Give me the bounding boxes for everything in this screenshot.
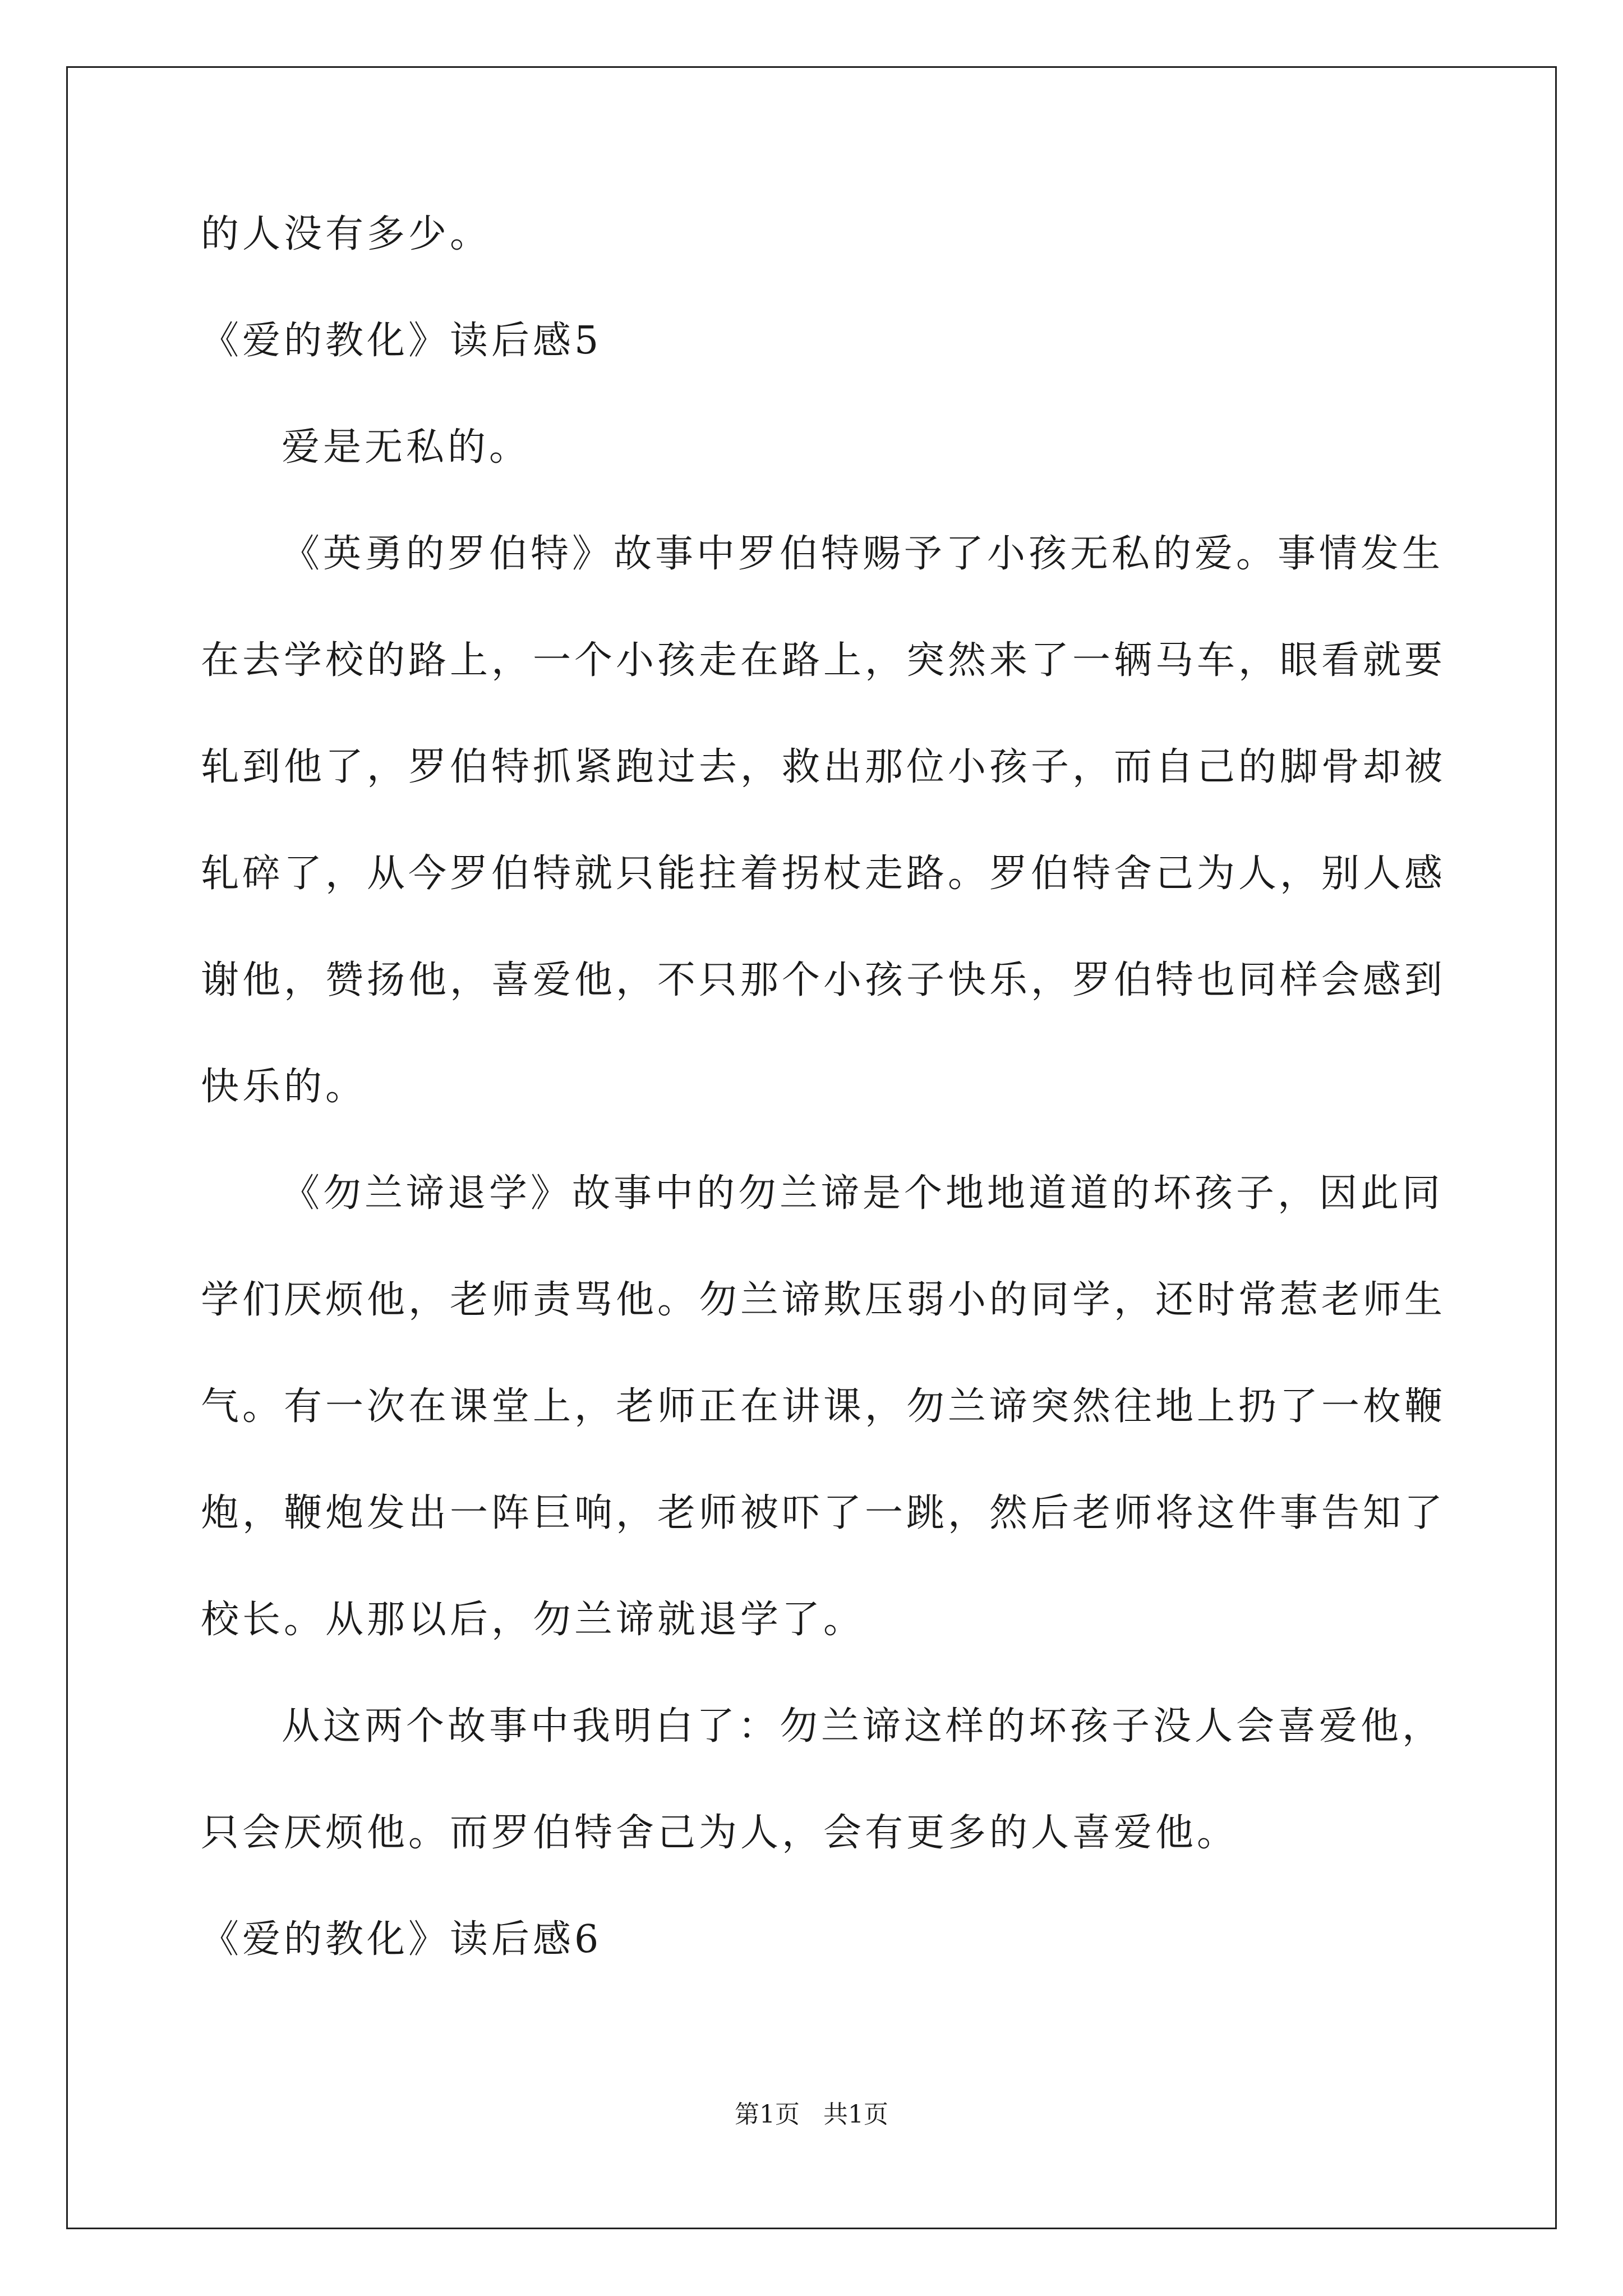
paragraph-line: 炮，鞭炮发出一阵巨响，老师被吓了一跳，然后老师将这件事告知了 bbox=[201, 1491, 1446, 1535]
text-line: 的人没有多少。 bbox=[201, 212, 492, 256]
section-heading: 《爱的教化》读后感6 bbox=[201, 1917, 602, 1962]
paragraph-line: 谢他，赞扬他，喜爱他，不只那个小孩子快乐，罗伯特也同样会感到 bbox=[201, 958, 1446, 1002]
paragraph-line: 在去学校的路上，一个小孩走在路上，突然来了一辆马车，眼看就要 bbox=[201, 638, 1446, 683]
paragraph-line: 校长。从那以后，勿兰谛就退学了。 bbox=[201, 1598, 865, 1642]
paragraph-line: 《勿兰谛退学》故事中的勿兰谛是个地地道道的坏孩子，因此同 bbox=[282, 1171, 1444, 1216]
paragraph-line: 快乐的。 bbox=[201, 1065, 367, 1109]
paragraph-line: 气。有一次在课堂上，老师正在讲课，勿兰谛突然往地上扔了一枚鞭 bbox=[201, 1384, 1446, 1429]
paragraph-line: 只会厌烦他。而罗伯特舍己为人，会有更多的人喜爱他。 bbox=[201, 1811, 1239, 1855]
paragraph-line: 学们厌烦他，老师责骂他。勿兰谛欺压弱小的同学，还时常惹老师生 bbox=[201, 1278, 1446, 1322]
paragraph-line: 《英勇的罗伯特》故事中罗伯特赐予了小孩无私的爱。事情发生 bbox=[282, 532, 1444, 576]
section-heading: 《爱的教化》读后感5 bbox=[201, 319, 602, 363]
page-border bbox=[66, 66, 1557, 2229]
page-footer: 第1页 共1页 bbox=[735, 2100, 888, 2129]
paragraph-line: 从这两个故事中我明白了：勿兰谛这样的坏孩子没人会喜爱他， bbox=[282, 1704, 1444, 1749]
paragraph-line: 爱是无私的。 bbox=[282, 425, 531, 470]
paragraph-line: 轧到他了，罗伯特抓紧跑过去，救出那位小孩子，而自己的脚骨却被 bbox=[201, 745, 1446, 789]
paragraph-line: 轧碎了，从今罗伯特就只能拄着拐杖走路。罗伯特舍己为人，别人感 bbox=[201, 852, 1446, 896]
